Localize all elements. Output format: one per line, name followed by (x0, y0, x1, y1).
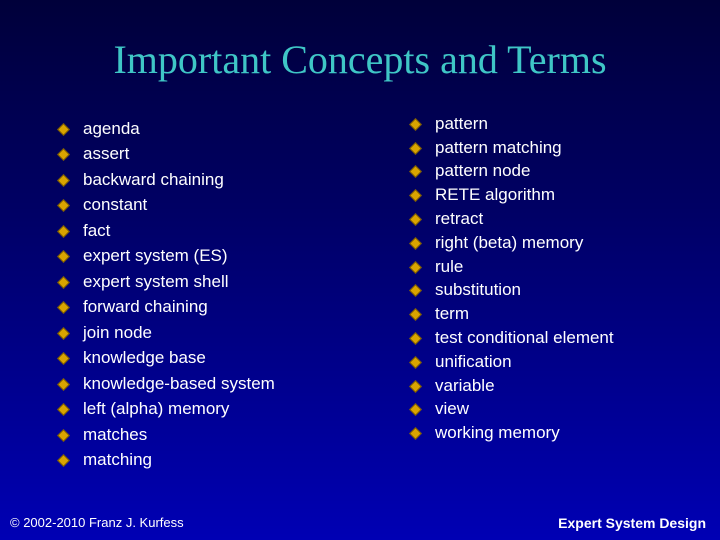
diamond-bullet-icon (58, 302, 68, 312)
term-label: left (alpha) memory (83, 399, 230, 419)
diamond-bullet-icon (58, 251, 68, 261)
term-label: term (435, 304, 469, 324)
term-label: matches (83, 424, 148, 444)
course-title-footer: Expert System Design (558, 515, 706, 531)
diamond-bullet-icon (410, 357, 420, 367)
term-label: assert (83, 144, 130, 164)
term-label: pattern matching (435, 137, 562, 157)
diamond-bullet-icon (58, 124, 68, 134)
diamond-bullet-icon (410, 166, 420, 176)
diamond-bullet-icon (58, 379, 68, 389)
term-list-item (410, 255, 614, 279)
term-list-item (410, 160, 614, 184)
term-label: agenda (83, 118, 140, 138)
term-list-item (58, 116, 275, 142)
term-label: working memory (435, 423, 560, 443)
term-list-item (58, 422, 275, 448)
term-list-item (58, 244, 275, 270)
diamond-bullet-icon (410, 404, 420, 414)
diamond-bullet-icon (58, 277, 68, 287)
diamond-bullet-icon (58, 200, 68, 210)
right-term-list (410, 112, 614, 445)
diamond-bullet-icon (410, 262, 420, 272)
term-list-item (58, 193, 275, 219)
term-label: forward chaining (83, 297, 208, 317)
term-list-item (410, 398, 614, 422)
diamond-bullet-icon (410, 214, 420, 224)
term-list-item (410, 374, 614, 398)
diamond-bullet-icon (58, 149, 68, 159)
term-label: expert system shell (83, 271, 229, 291)
diamond-bullet-icon (58, 404, 68, 414)
term-label: fact (83, 220, 111, 240)
term-list-item (410, 112, 614, 136)
term-list-item (58, 346, 275, 372)
diamond-bullet-icon (410, 143, 420, 153)
slide-title: Important Concepts and Terms (113, 37, 607, 82)
term-list-item (58, 142, 275, 168)
diamond-bullet-icon (410, 428, 420, 438)
term-list-item (410, 326, 614, 350)
term-label: right (beta) memory (435, 232, 584, 252)
diamond-bullet-icon (410, 190, 420, 200)
diamond-bullet-icon (410, 119, 420, 129)
diamond-bullet-icon (410, 238, 420, 248)
diamond-bullet-icon (58, 353, 68, 363)
diamond-bullet-icon (58, 455, 68, 465)
term-label: pattern node (435, 161, 531, 181)
term-label: pattern (435, 113, 488, 133)
term-label: retract (435, 209, 484, 229)
term-label: knowledge-based system (83, 373, 275, 393)
term-label: test conditional element (435, 328, 614, 348)
term-list-item (410, 231, 614, 255)
term-list-item (410, 207, 614, 231)
term-list-item (58, 320, 275, 346)
term-list-item (58, 397, 275, 423)
diamond-bullet-icon (410, 285, 420, 295)
diamond-bullet-icon (410, 309, 420, 319)
term-label: substitution (435, 280, 521, 300)
term-list-item (58, 167, 275, 193)
term-label: join node (83, 322, 153, 342)
term-list-item (58, 269, 275, 295)
term-label: rule (435, 256, 464, 276)
term-list-item (410, 421, 614, 445)
term-list-item (58, 218, 275, 244)
term-label: matching (83, 450, 152, 470)
term-label: unification (435, 351, 512, 371)
term-label: expert system (ES) (83, 246, 228, 266)
diamond-bullet-icon (410, 381, 420, 391)
term-label: view (435, 399, 470, 419)
term-label: constant (83, 195, 148, 215)
term-label: RETE algorithm (435, 185, 555, 205)
term-list-item (58, 448, 275, 474)
diamond-bullet-icon (58, 328, 68, 338)
left-term-list (58, 116, 275, 473)
copyright-footer: © 2002-2010 Franz J. Kurfess (10, 515, 184, 530)
term-label: knowledge base (83, 348, 206, 368)
diamond-bullet-icon (58, 226, 68, 236)
diamond-bullet-icon (58, 175, 68, 185)
term-list-item (410, 350, 614, 374)
term-list-item (410, 302, 614, 326)
term-list-item (410, 136, 614, 160)
diamond-bullet-icon (410, 333, 420, 343)
term-list-item (410, 183, 614, 207)
term-label: backward chaining (83, 169, 224, 189)
term-label: variable (435, 375, 495, 395)
term-list-item (58, 295, 275, 321)
diamond-bullet-icon (58, 430, 68, 440)
term-list-item (58, 371, 275, 397)
term-list-item (410, 279, 614, 303)
